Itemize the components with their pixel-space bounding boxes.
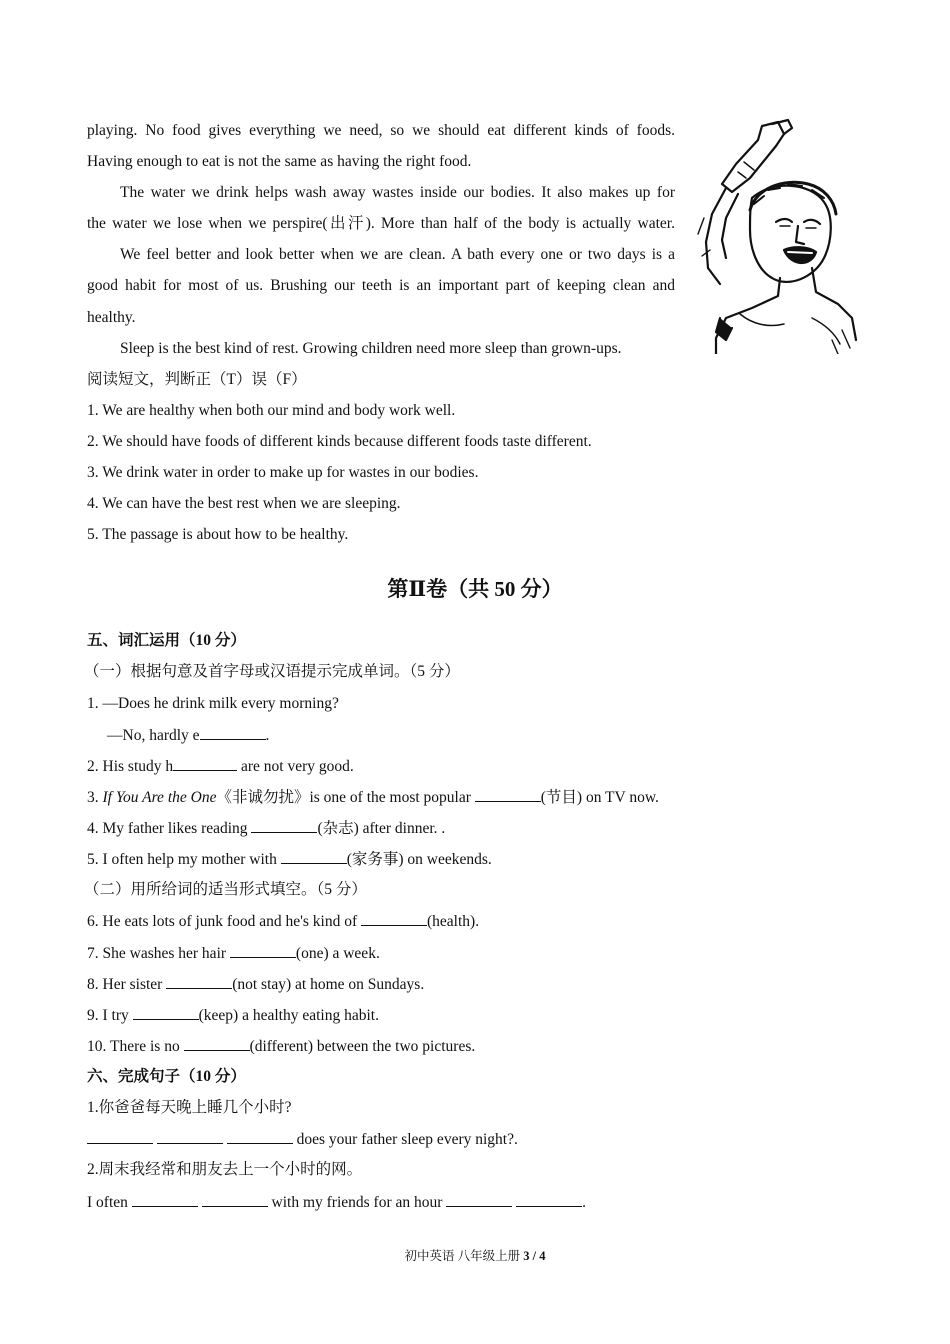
- vocab-q4: [87, 818, 445, 839]
- vocab-q7: [87, 943, 380, 964]
- answer-blank[interactable]: [157, 1129, 223, 1144]
- passage-p2-line2: the water we lose when we perspire(出汗). More than half of the body is actually water.: [87, 215, 675, 232]
- sentence-2-chinese: 2.周末我经常和朋友去上一个小时的网。: [87, 1161, 363, 1178]
- sentence-2-english: [87, 1192, 586, 1213]
- sentence-2-text-end: .: [582, 1194, 587, 1211]
- answer-blank[interactable]: [251, 818, 317, 833]
- answer-blank[interactable]: [87, 1129, 153, 1144]
- vocab-q2-end: are not very good.: [237, 758, 354, 775]
- answer-blank[interactable]: [227, 1129, 293, 1144]
- sentence-2-text-start: I often: [87, 1194, 132, 1211]
- answer-blank[interactable]: [446, 1192, 512, 1207]
- vocab-q6-text: 6. He eats lots of junk food and he's kind of: [87, 913, 361, 930]
- passage-p1-line2: Having enough to eat is not the same as having the right food.: [87, 153, 472, 170]
- vocab-q5-text: 5. I often help my mother with: [87, 851, 281, 868]
- answer-blank[interactable]: [184, 1036, 250, 1051]
- answer-blank[interactable]: [475, 787, 541, 802]
- vocab-q6-end: (health).: [427, 913, 480, 930]
- vocab-q3-num: 3.: [87, 789, 103, 806]
- sentence-1-chinese: 1.你爸爸每天晚上睡几个小时?: [87, 1099, 292, 1116]
- tf-item-5: 5. The passage is about how to be healthy.: [87, 526, 349, 543]
- answer-blank[interactable]: [166, 974, 232, 989]
- passage-p4-line1: Sleep is the best kind of rest. Growing children need more sleep than grown-ups.: [120, 340, 622, 357]
- vocab-q8-text: 8. Her sister: [87, 976, 167, 993]
- vocab-q1b: [107, 725, 269, 746]
- vocab-q2: [87, 756, 354, 777]
- answer-blank[interactable]: [361, 911, 427, 926]
- vocab-q9: [87, 1005, 379, 1026]
- tf-item-3: 3. We drink water in order to make up for wastes in our bodies.: [87, 464, 479, 481]
- vocab-q1a: 1. —Does he drink milk every morning?: [87, 695, 339, 712]
- page-number: 3 / 4: [523, 1249, 546, 1263]
- vocab-q9-text: 9. I try: [87, 1007, 133, 1024]
- vocab-q6: [87, 911, 479, 932]
- tf-item-4: 4. We can have the best rest when we are sleeping.: [87, 495, 401, 512]
- answer-blank[interactable]: [173, 756, 237, 771]
- page-footer: [0, 1248, 950, 1264]
- footer-text: 初中英语 八年级上册: [404, 1249, 524, 1263]
- vocab-heading: 五、词汇运用（10 分）: [87, 632, 246, 649]
- answer-blank[interactable]: [202, 1192, 268, 1207]
- vocab-q7-end: (one) a week.: [295, 945, 380, 962]
- vocab-q8-end: (not stay) at home on Sundays.: [232, 976, 425, 993]
- passage-p3-line1: We feel better and look better when we are clean. A bath every one or two days is a: [120, 246, 675, 263]
- vocab-q7-text: 7. She washes her hair: [87, 945, 230, 962]
- vocab-q3-end: (节目) on TV now.: [540, 789, 659, 806]
- tf-item-1: 1. We are healthy when both our mind and body work well.: [87, 402, 456, 419]
- drinking-person-illustration: [692, 118, 862, 354]
- tf-item-2: 2. We should have foods of different kinds because different foods taste different.: [87, 433, 592, 450]
- vocab-q3-title: If You Are the One: [102, 789, 217, 806]
- sentence-1-english: [87, 1129, 518, 1150]
- answer-blank[interactable]: [132, 1192, 198, 1207]
- vocab-q10-end: (different) between the two pictures.: [249, 1038, 476, 1055]
- answer-blank[interactable]: [281, 849, 347, 864]
- vocab-q1b-text: —No, hardly e: [107, 727, 200, 744]
- vocab-q10: [87, 1036, 475, 1057]
- vocab-sub2: （二）用所给词的适当形式填空。（5 分）: [84, 881, 367, 898]
- vocab-q3-text: 《非诚勿扰》is one of the most popular: [216, 789, 475, 806]
- answer-blank[interactable]: [230, 943, 296, 958]
- answer-blank[interactable]: [516, 1192, 582, 1207]
- vocab-q2-text: 2. His study h: [87, 758, 174, 775]
- vocab-q4-end: (杂志) after dinner. .: [317, 820, 446, 837]
- passage-p3-line2: good habit for most of us. Brushing our teeth is an important part of keeping clean and: [87, 277, 675, 294]
- vocab-sub1: （一）根据句意及首字母或汉语提示完成单词。（5 分）: [84, 663, 460, 680]
- vocab-q10-text: 10. There is no: [87, 1038, 184, 1055]
- vocab-q3: [87, 787, 659, 808]
- vocab-q4-text: 4. My father likes reading: [87, 820, 252, 837]
- passage-p1-line1: playing. No food gives everything we need, so we should eat different kinds of foods.: [87, 122, 675, 139]
- vocab-q5-end: (家务事) on weekends.: [346, 851, 492, 868]
- sentence-1-text: does your father sleep every night?.: [292, 1131, 518, 1148]
- vocab-q1b-end: .: [265, 727, 270, 744]
- sentence-2-text-mid: with my friends for an hour: [267, 1194, 447, 1211]
- passage-p3-line3: healthy.: [87, 309, 136, 326]
- vocab-q9-end: (keep) a healthy eating habit.: [198, 1007, 379, 1024]
- vocab-q8: [87, 974, 424, 995]
- answer-blank[interactable]: [133, 1005, 199, 1020]
- tf-instruction: 阅读短文，判断正（T）误（F）: [87, 371, 307, 388]
- answer-blank[interactable]: [200, 725, 266, 740]
- passage-p2-line1: The water we drink helps wash away wastes inside our bodies. It also makes up for: [120, 184, 675, 201]
- vocab-q5: [87, 849, 492, 870]
- sentences-heading: 六、完成句子（10 分）: [87, 1068, 246, 1085]
- section-title: 第Ⅱ卷（共 50 分）: [387, 577, 563, 601]
